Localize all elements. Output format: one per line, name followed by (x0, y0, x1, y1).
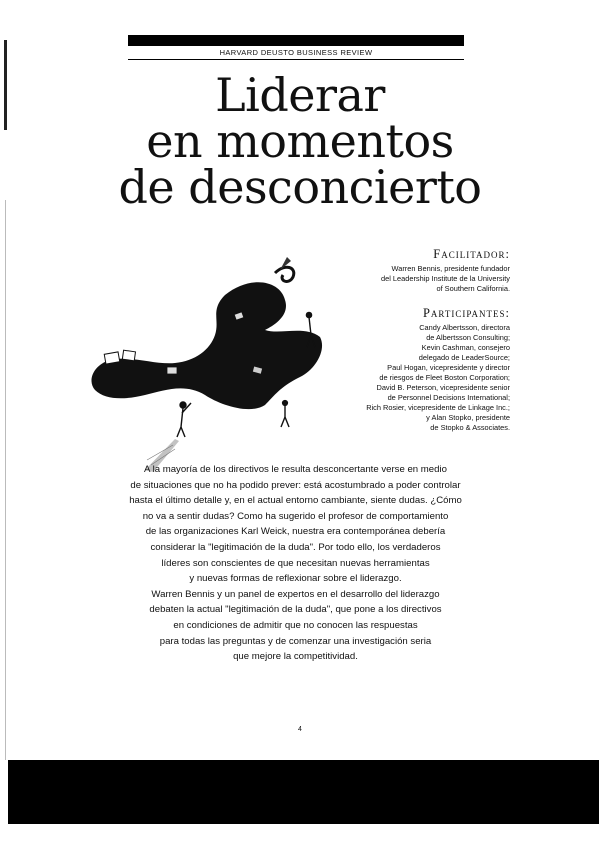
participant-line: de Albertsson Consulting; (426, 333, 510, 342)
facilitator-heading: Facilitador: (433, 247, 510, 261)
participant-line: de riesgos de Fleet Boston Corporation; (379, 373, 510, 382)
facilitator-line: of Southern California. (436, 284, 510, 293)
intro-line: en condiciones de admitir que no conocen las respuestas (173, 619, 418, 631)
intro-line: A la mayoría de los directivos le resulta desconcertante verse en medio (144, 464, 447, 475)
participant-line: Kevin Cashman, consejero (421, 343, 510, 352)
title-line: de desconcierto (118, 160, 482, 214)
participant-line: de Personnel Decisions International; (387, 393, 510, 402)
article-title (60, 68, 540, 214)
publication-header: HARVARD DEUSTO BUSINESS REVIEW (128, 46, 464, 60)
intro-line: y nuevas formas de reflexionar sobre el liderazgo. (189, 573, 402, 585)
intro-line: líderes son conscientes de que necesitan nuevas herramientas (161, 557, 430, 569)
header-rule (128, 35, 464, 46)
participant-line: de Stopko & Associates. (430, 423, 510, 432)
title-line: en momentos (146, 114, 454, 168)
intro-line: debaten la actual "legitimación de la duda", que pone a los directivos (149, 604, 442, 616)
intro-line: para todas las preguntas y de comenzar una investigación seria (159, 635, 432, 647)
participant-line: y Alan Stopko, presidente (426, 413, 510, 422)
intro-line: de las organizaciones Karl Weick, nuestra era contemporánea debería (145, 526, 446, 538)
intro-line: no va a sentir dudas? Como ha sugerido el profesor de comportamiento (142, 510, 449, 522)
intro-paragraph (68, 462, 523, 665)
footer-band (8, 760, 599, 824)
participant-line: Rich Rosier, vicepresidente de Linkage Inc.; (366, 403, 510, 412)
facilitator-line: del Leadership Institute de la University (381, 274, 510, 283)
participants-heading: Participantes: (422, 306, 510, 320)
panel-credits (320, 247, 510, 433)
scan-edge-mark (4, 40, 7, 130)
participant-line: Candy Albertsson, directora (419, 323, 510, 332)
participant-line: delegado de LeaderSource; (418, 353, 510, 362)
intro-line: de situaciones que no ha podido prever: está acostumbrado a poder controlar (130, 479, 461, 491)
intro-line: Warren Bennis y un panel de expertos en el desarrollo del liderazgo (151, 588, 440, 600)
participant-line: David B. Peterson, vicepresidente senior (376, 383, 510, 392)
title-line: Liderar (215, 68, 385, 122)
page-number: 4 (298, 726, 302, 733)
scan-edge-line (5, 200, 6, 760)
article-illustration (75, 255, 335, 480)
intro-line: que mejore la competitividad. (233, 651, 358, 663)
intro-line: considerar la "legitimación de la duda". Por todo ello, los verdaderos (150, 541, 441, 553)
participant-line: Paul Hogan, vicepresidente y director (387, 363, 510, 372)
facilitator-line: Warren Bennis, presidente fundador (391, 264, 510, 273)
intro-line: hasta el último detalle y, en el actual entorno cambiante, siente dudas. ¿Cómo (129, 495, 462, 507)
